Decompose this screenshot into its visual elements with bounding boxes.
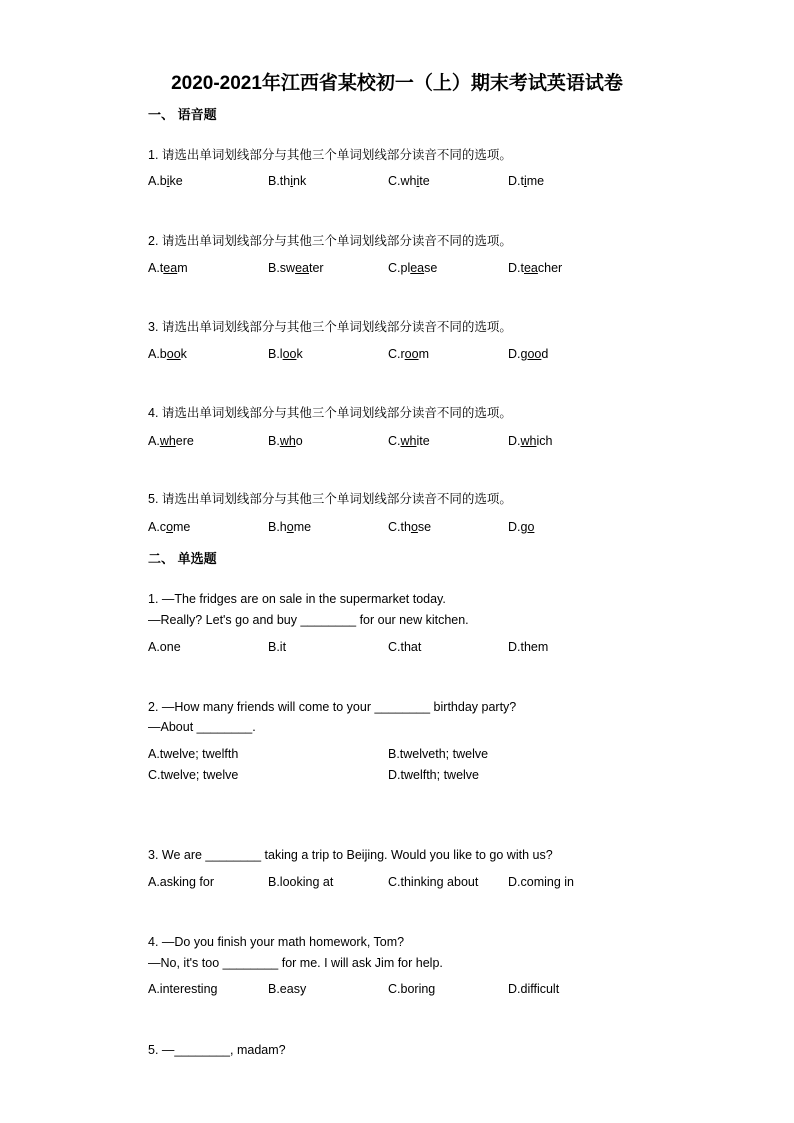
option-c[interactable]: C.please bbox=[388, 261, 438, 275]
option-d[interactable]: D.which bbox=[508, 434, 553, 448]
question-text: 5. 请选出单词划线部分与其他三个单词划线部分读音不同的选项。 bbox=[148, 492, 512, 506]
page-title: 2020-2021年江西省某校初一（上）期末考试英语试卷 bbox=[171, 73, 623, 94]
option-b[interactable]: B.home bbox=[268, 520, 312, 534]
option-row bbox=[148, 261, 628, 279]
section-heading-phonetics: 一、 语音题 bbox=[148, 107, 217, 122]
question-line: 3. We are ________ taking a trip to Beijing. Would you like to go with us? bbox=[148, 848, 553, 862]
option-a[interactable]: A.twelve; twelfth bbox=[148, 747, 239, 761]
option-a[interactable]: A.interesting bbox=[148, 982, 218, 996]
option-d[interactable]: D.twelfth; twelve bbox=[388, 768, 480, 782]
option-row bbox=[148, 434, 628, 452]
question-text: 1. 请选出单词划线部分与其他三个单词划线部分读音不同的选项。 bbox=[148, 148, 512, 162]
question-line: 4. —Do you finish your math homework, Tom? bbox=[148, 935, 405, 949]
option-c[interactable]: C.those bbox=[388, 520, 432, 534]
option-b[interactable]: B.easy bbox=[268, 982, 307, 996]
option-b[interactable]: B.who bbox=[268, 434, 303, 448]
option-b[interactable]: B.looking at bbox=[268, 875, 334, 889]
question-line: 2. —How many friends will come to your ________ birthday party? bbox=[148, 700, 517, 714]
option-b[interactable]: B.sweater bbox=[268, 261, 324, 275]
option-b[interactable]: B.look bbox=[268, 347, 303, 361]
option-row bbox=[148, 520, 628, 538]
option-d[interactable]: D.them bbox=[508, 640, 549, 654]
option-d[interactable]: D.time bbox=[508, 174, 545, 188]
question-line: —Really? Let's go and buy ________ for our new kitchen. bbox=[148, 613, 469, 627]
option-row bbox=[148, 640, 628, 658]
option-b[interactable]: B.think bbox=[268, 174, 307, 188]
option-c[interactable]: C.white bbox=[388, 174, 430, 188]
question-line: —No, it's too ________ for me. I will ask Jim for help. bbox=[148, 956, 443, 970]
option-a[interactable]: A.come bbox=[148, 520, 191, 534]
question-text: 4. 请选出单词划线部分与其他三个单词划线部分读音不同的选项。 bbox=[148, 406, 512, 420]
option-row bbox=[148, 174, 628, 192]
option-d[interactable]: D.teacher bbox=[508, 261, 563, 275]
option-d[interactable]: D.go bbox=[508, 520, 535, 534]
question-line: 1. —The fridges are on sale in the supermarket today. bbox=[148, 592, 446, 606]
option-b[interactable]: B.twelveth; twelve bbox=[388, 747, 489, 761]
option-c[interactable]: C.thinking about bbox=[388, 875, 479, 889]
question-text: 3. 请选出单词划线部分与其他三个单词划线部分读音不同的选项。 bbox=[148, 320, 512, 334]
option-c[interactable]: C.boring bbox=[388, 982, 436, 996]
option-c[interactable]: C.white bbox=[388, 434, 430, 448]
option-a[interactable]: A.team bbox=[148, 261, 188, 275]
option-row bbox=[148, 982, 628, 1000]
option-d[interactable]: D.difficult bbox=[508, 982, 560, 996]
question-line: —About ________. bbox=[148, 720, 256, 734]
question-text: 2. 请选出单词划线部分与其他三个单词划线部分读音不同的选项。 bbox=[148, 234, 512, 248]
option-a[interactable]: A.book bbox=[148, 347, 187, 361]
option-grid bbox=[148, 747, 628, 789]
option-c[interactable]: C.room bbox=[388, 347, 429, 361]
option-a[interactable]: A.one bbox=[148, 640, 181, 654]
option-a[interactable]: A.where bbox=[148, 434, 194, 448]
option-a[interactable]: A.asking for bbox=[148, 875, 215, 889]
option-row bbox=[148, 347, 628, 365]
option-c[interactable]: C.twelve; twelve bbox=[148, 768, 239, 782]
question-line: 5. —________, madam? bbox=[148, 1043, 286, 1057]
option-a[interactable]: A.bike bbox=[148, 174, 183, 188]
option-d[interactable]: D.good bbox=[508, 347, 549, 361]
option-c[interactable]: C.that bbox=[388, 640, 422, 654]
option-d[interactable]: D.coming in bbox=[508, 875, 574, 889]
option-row bbox=[148, 875, 628, 893]
section-heading-mcq: 二、 单选题 bbox=[148, 551, 217, 566]
option-b[interactable]: B.it bbox=[268, 640, 287, 654]
